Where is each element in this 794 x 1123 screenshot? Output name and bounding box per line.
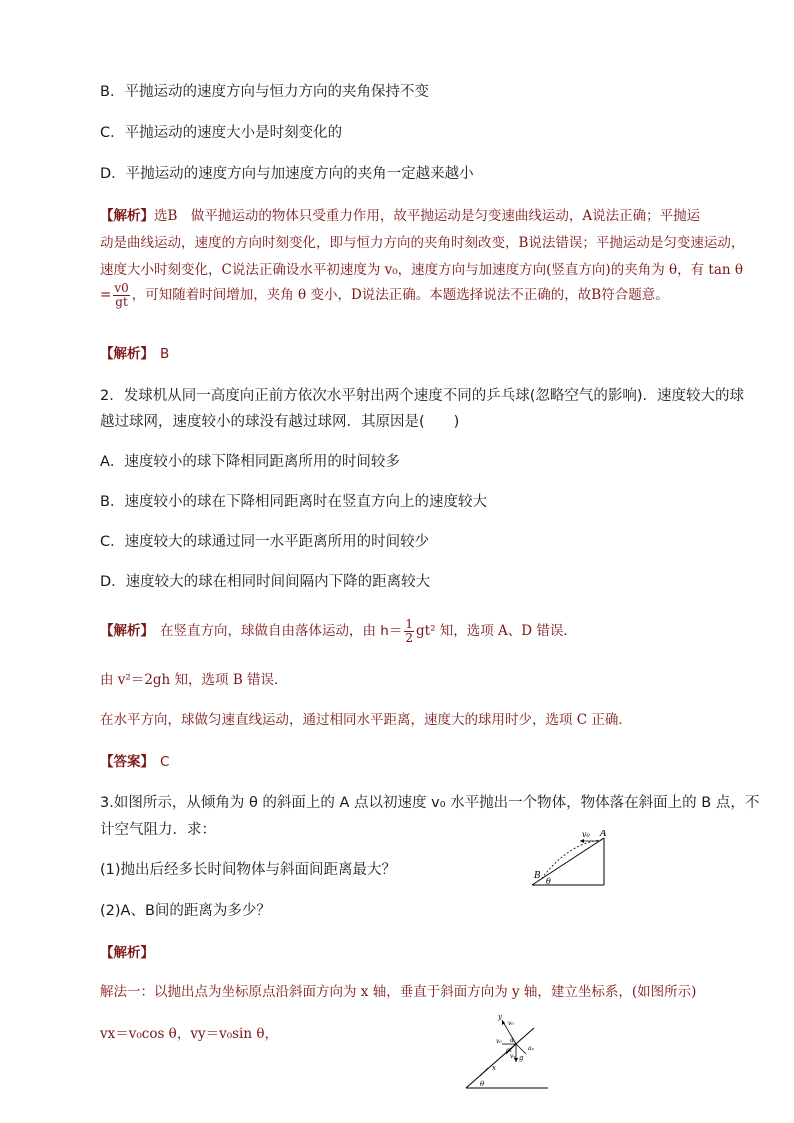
fig2-theta-label: θ	[480, 1080, 485, 1088]
q2-option-a: A．速度较小的球下降相同距离所用的时间较多	[100, 454, 400, 470]
fig1-v0-label: v₀	[582, 830, 590, 839]
q2-analysis-line-3: 在水平方向，球做匀速直线运动，通过相同水平距离，速度大的球用时少，选项 C 正确．	[100, 712, 632, 728]
q2-analysis-line-2: 由 v²＝2gh 知，选项 B 错误．	[100, 672, 288, 688]
q1-analysis-line-1: 【解析】选B 做平抛运动的物体只受重力作用，故平抛运动是匀变速曲线运动，A说法正确；平抛运	[100, 208, 701, 224]
fig1-a-label: A	[600, 830, 607, 839]
q3-velocity-components: vx＝v₀cos θ，vy＝v₀sin θ，	[100, 1026, 278, 1042]
fig1-b-label: B	[534, 871, 541, 881]
q2-answer: 【答案】 C	[100, 754, 170, 770]
q2-option-b: B．速度较小的球在下降相同距离时在竖直方向上的速度较大	[100, 494, 487, 510]
q3-sub-question-1: (1)抛出后经多长时间物体与斜面间距离最大？	[100, 862, 397, 878]
q2-stem-line-2: 越过球网，速度较小的球没有越过球网．其原因是( )	[100, 414, 460, 430]
fig2-g-label: g	[519, 1054, 524, 1062]
q1-fraction: $\frac{v0}{gt}$	[114, 281, 129, 309]
fig2-vy-label: v₀	[508, 1020, 514, 1027]
q2-stem-line-1: 2．发球机从同一高度向正前方依次水平射出两个速度不同的乒乓球(忽略空气的影响)．速度较大的球	[100, 388, 745, 404]
q1-analysis-line-3: 速度大小时刻变化，C说法正确设水平初速度为 v₀，速度方向与加速度方向(竖直方向)的夹角为 θ，有 tan θ	[100, 262, 743, 278]
q1-analysis-line-2: 动是曲线运动，速度的方向时刻变化，即与恒力方向的夹角时刻改变，B说法错误；平抛运动是匀变速运动，	[100, 235, 745, 251]
q3-sub-question-2: (2)A、B间的距离为多少？	[100, 903, 271, 919]
q3-stem-line-2: 计空气阻力．求：	[100, 822, 216, 838]
coordinate-system-figure	[462, 1010, 552, 1092]
q3-stem-line-1: 3.如图所示，从倾角为 θ 的斜面上的 A 点以初速度 v₀ 水平抛出一个物体，物体落在斜面上的 B 点，不	[100, 795, 760, 811]
q3-method-1: 解法一：以抛出点为坐标原点沿斜面方向为 x 轴，垂直于斜面方向为 y 轴，建立坐标系，(如图所示)	[100, 984, 697, 1000]
q2-fraction: $\frac{1}{2}$	[405, 617, 413, 645]
fig2-ax-label: aₓ	[506, 1047, 512, 1054]
q1-analysis-tag: 【解析】	[100, 208, 154, 224]
q1-answer: 【解析】 B	[100, 346, 170, 362]
q1-option-d: D．平抛运动的速度方向与加速度方向的夹角一定越来越小	[100, 166, 474, 182]
fig2-ay-label: aᵧ	[528, 1045, 534, 1052]
q3-analysis-tag: 【解析】	[100, 945, 154, 961]
fig2-x-label: x	[492, 1064, 496, 1072]
fig1-theta-label: θ	[546, 877, 551, 886]
q2-option-c: C．速度较大的球通过同一水平距离所用的时间较少	[100, 534, 430, 550]
fig2-y-label: y	[498, 1013, 502, 1021]
q2-option-d: D．速度较大的球在相同时间间隔内下降的距离较大	[100, 574, 431, 590]
fig2-vx-label: vₓ	[510, 1053, 516, 1060]
fig2-v0-label: v₀	[496, 1038, 502, 1045]
q1-option-c: C．平抛运动的速度大小是时刻变化的	[100, 125, 343, 141]
q1-option-b: B．平抛运动的速度方向与恒力方向的夹角保持不变	[100, 84, 429, 100]
fig2-alpha-label: α	[510, 1037, 515, 1044]
q1-analysis-line-4: = $\frac{v0}{gt}$ ，可知随着时间增加，夹角 θ 变小，D说法正确。本题选择说法不正确的，故B符合题意。	[100, 281, 669, 309]
incline-projectile-figure	[530, 830, 610, 888]
q2-analysis-line-1: 【解析】 在竖直方向，球做自由落体运动，由 h＝ $\frac{1}{2}$ gt² 知，选项 A、D 错误．	[100, 617, 577, 645]
